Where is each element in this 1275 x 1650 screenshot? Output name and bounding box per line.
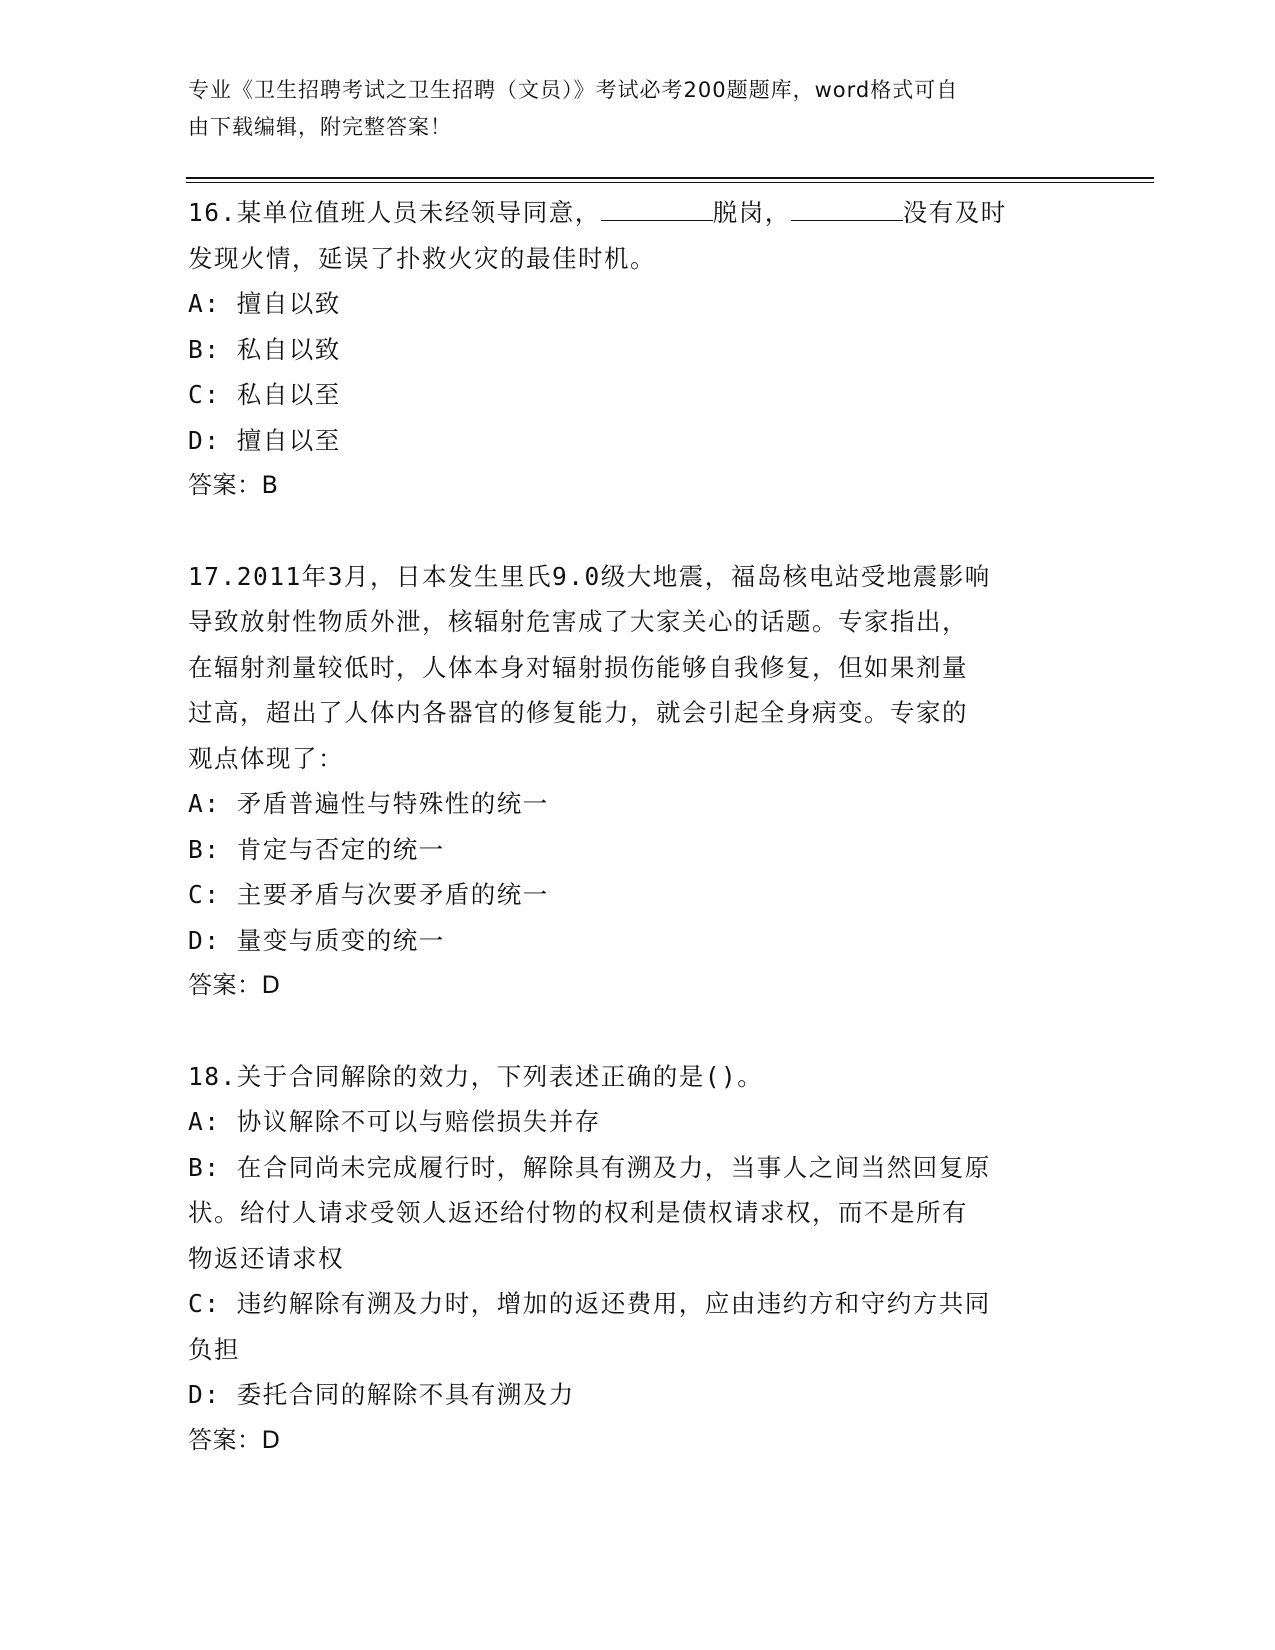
fill-blank-2 (791, 198, 903, 221)
option-a: A: 擅自以致 (188, 289, 341, 318)
question-17 (188, 554, 1088, 1009)
option-a: A: 协议解除不可以与赔偿损失并存 (188, 1107, 601, 1136)
option-c: C: 私自以至 (188, 380, 341, 409)
stem-part-1: 16.某单位值班人员未经领导同意， (188, 198, 601, 227)
question-stem-line: 17.2011年3月，日本发生里氏9.0级大地震，福岛核电站受地震影响 (188, 561, 991, 591)
option-b: B: 在合同尚未完成履行时，解除具有溯及力，当事人之间当然回复原 (188, 1152, 991, 1182)
question-18 (188, 1054, 1088, 1464)
option-d: D: 量变与质变的统一 (188, 925, 445, 955)
header-divider-thin (186, 182, 1154, 183)
option-a: A: 矛盾普遍性与特殊性的统一 (188, 789, 549, 818)
option-b: B: 私自以致 (188, 334, 341, 364)
question-stem-line: 18.关于合同解除的效力，下列表述正确的是()。 (188, 1061, 764, 1091)
question-16 (188, 190, 1088, 509)
question-stem-line: 在辐射剂量较低时，人体本身对辐射损伤能够自我修复，但如果剂量 (188, 652, 968, 682)
question-stem-line: 发现火情，延误了扑救火灾的最佳时机。 (188, 243, 656, 273)
option-b-continued: 物返还请求权 (188, 1243, 344, 1273)
question-stem-line: 观点体现了： (188, 743, 344, 773)
document-header (188, 72, 1088, 146)
option-c: C: 违约解除有溯及力时，增加的返还费用，应由违约方和守约方共同 (188, 1289, 991, 1318)
header-line-2: 由下载编辑，附完整答案！ (188, 115, 452, 139)
stem-part-3: 没有及时 (902, 198, 1007, 227)
option-c-continued: 负担 (188, 1334, 240, 1364)
question-stem-line: 过高，超出了人体内各器官的修复能力，就会引起全身病变。专家的 (188, 698, 968, 727)
answer-line: 答案：D (188, 1425, 281, 1454)
fill-blank-1 (601, 198, 713, 221)
question-stem-line: 导致放射性物质外泄，核辐射危害成了大家关心的话题。专家指出， (188, 607, 968, 636)
option-b-continued: 状。给付人请求受领人返还给付物的权利是债权请求权，而不是所有 (188, 1198, 968, 1227)
answer-line: 答案：D (188, 971, 281, 999)
header-line-1: 专业《卫生招聘考试之卫生招聘（文员）》考试必考200题题库，word格式可自 (188, 78, 959, 102)
header-divider-thick (186, 177, 1154, 179)
option-d: D: 委托合同的解除不具有溯及力 (188, 1380, 575, 1409)
option-c: C: 主要矛盾与次要矛盾的统一 (188, 880, 549, 909)
answer-line: 答案：B (188, 471, 279, 499)
option-b: B: 肯定与否定的统一 (188, 834, 445, 864)
question-list (188, 190, 1088, 1508)
question-stem (188, 190, 1088, 236)
option-d: D: 擅自以至 (188, 425, 341, 455)
stem-part-2: 脱岗， (712, 198, 791, 227)
